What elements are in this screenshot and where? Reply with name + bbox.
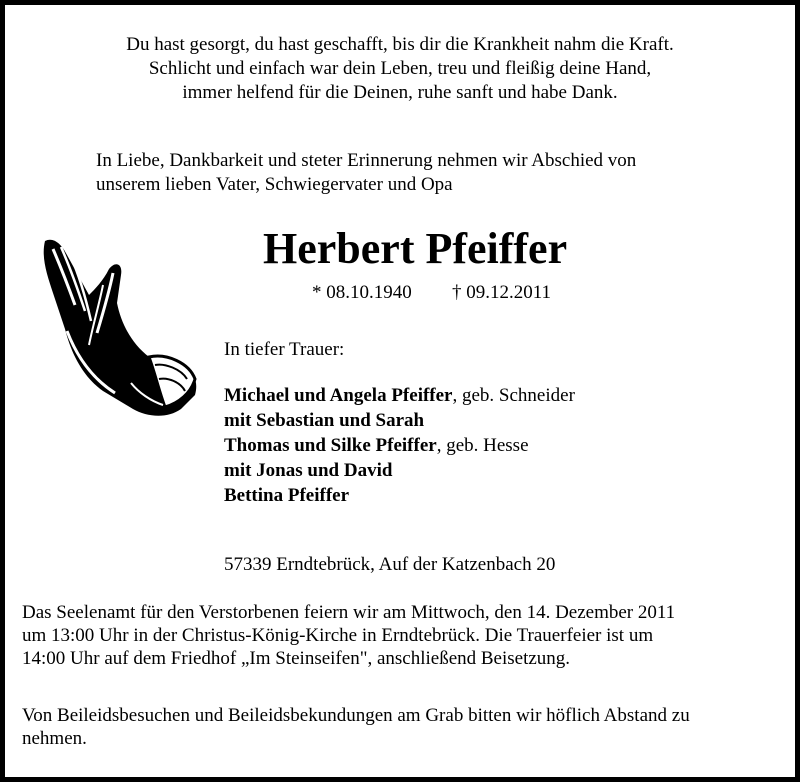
poem-line: immer helfend für die Deinen, ruhe sanft und habe Dank. — [182, 82, 618, 103]
family-member-name: Michael und Angela Pfeiffer — [224, 385, 453, 406]
praying-hands-icon — [31, 233, 201, 433]
family-list — [224, 383, 575, 508]
service-notice — [22, 601, 792, 670]
family-member-name: Thomas und Silke Pfeiffer — [224, 435, 437, 456]
family-member-note: , geb. Hesse — [436, 435, 529, 456]
service-line: Das Seelenamt für den Verstorbenen feiern wir am Mittwoch, den 14. Dezember 2011 — [22, 602, 676, 623]
closing-line: nehmen. — [22, 728, 87, 749]
service-line: um 13:00 Uhr in der Christus-König-Kirche in Erndtebrück. Die Trauerfeier ist um — [22, 625, 654, 646]
family-member-name: mit Jonas und David — [224, 460, 393, 481]
service-line: 14:00 Uhr auf dem Friedhof „Im Steinseifen", anschließend Beisetzung. — [22, 648, 571, 669]
family-member-name: mit Sebastian und Sarah — [224, 410, 425, 431]
intro-line: In Liebe, Dankbarkeit und steter Erinnerung nehmen wir Abschied von — [96, 150, 637, 171]
mourning-label: In tiefer Trauer: — [224, 339, 345, 360]
family-member-note: , geb. Schneider — [452, 385, 575, 406]
poem-line: Schlicht und einfach war dein Leben, treu und fleißig deine Hand, — [148, 58, 652, 79]
closing-note — [22, 704, 792, 750]
family-member — [224, 383, 575, 408]
family-member — [224, 458, 575, 483]
death-date: † 09.12.2011 — [452, 282, 552, 303]
deceased-name: Herbert Pfeiffer — [263, 224, 568, 273]
farewell-intro — [96, 149, 776, 197]
family-member — [224, 433, 575, 458]
birth-date: * 08.10.1940 — [312, 282, 412, 303]
family-member — [224, 483, 575, 508]
poem-line: Du hast gesorgt, du hast geschafft, bis dir die Krankheit nahm die Kraft. — [126, 34, 674, 55]
family-address: 57339 Erndtebrück, Auf der Katzenbach 20 — [224, 554, 556, 575]
intro-line: unserem lieben Vater, Schwiegervater und Opa — [96, 174, 453, 195]
memorial-poem — [5, 33, 795, 105]
closing-line: Von Beileidsbesuchen und Beileidsbekundungen am Grab bitten wir höflich Abstand zu — [22, 705, 690, 726]
family-member-name: Bettina Pfeiffer — [224, 485, 350, 506]
family-member — [224, 408, 575, 433]
